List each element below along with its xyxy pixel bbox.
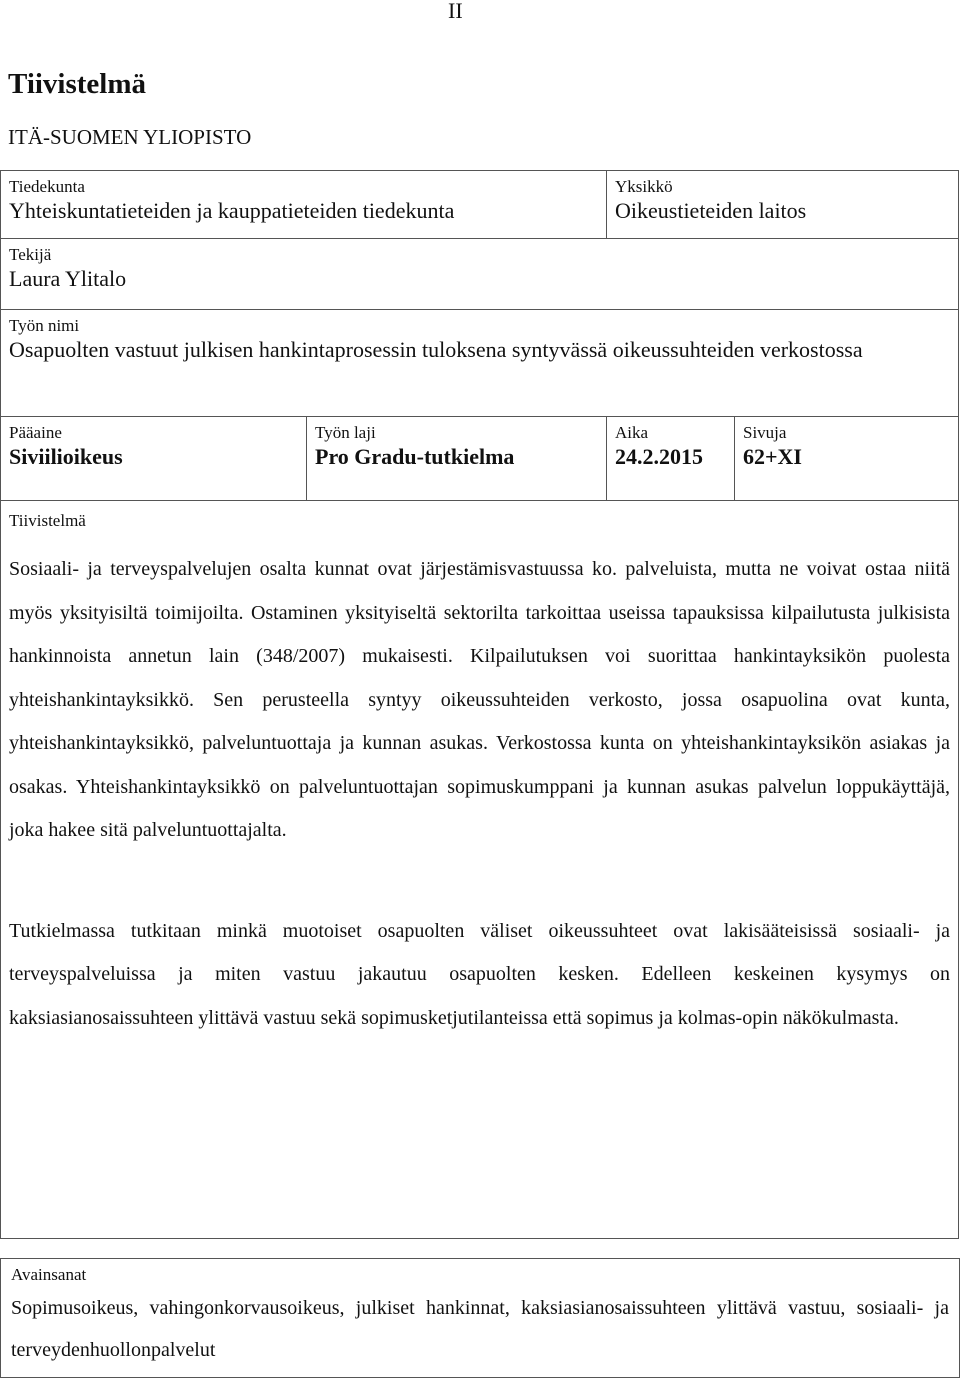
work-name-value: Osapuolten vastuut julkisen hankintaprosessin tuloksena syntyvässä oikeussuhteiden verkostossa [9,337,863,362]
faculty-value: Yhteiskuntatieteiden ja kauppatieteiden tiedekunta [9,198,455,223]
author-value: Laura Ylitalo [9,266,127,291]
author-label: Tekijä [9,245,52,264]
abstract-row [1,501,959,1239]
abstract-paragraph-2: Tutkielmassa tutkitaan minkä muotoiset osapuolten väliset oikeussuhteet ovat lakisääteisissä sosiaali- ja terveyspalveluissa ja miten vastuu jakautuu osapuolten kesken. Edelleen keskeinen kysymys on kaksiasianosaissuhteen ylittävä vastuu sekä sopimusketjutilanteissa että sopimus ja kolmas-opin näkökulmasta. [9,919,951,1029]
faculty-cell [1,171,607,239]
unit-value: Oikeustieteiden laitos [615,198,807,223]
pages-label: Sivuja [743,423,787,442]
major-cell [1,417,307,501]
keywords-box [0,1258,960,1378]
page-number: II [448,0,463,23]
author-cell [1,239,959,310]
work-name-cell [1,310,959,417]
page-title: Tiivistelmä [8,68,147,100]
date-label: Aika [615,423,649,442]
unit-cell [607,171,959,239]
abstract-label: Tiivistelmä [9,511,86,530]
date-value: 24.2.2015 [615,444,703,469]
major-label: Pääaine [9,423,62,442]
pages-cell [735,417,959,501]
pages-value: 62+XI [743,444,802,469]
author-row [1,239,959,310]
details-row [1,417,959,501]
date-cell [607,417,735,501]
thesis-info-table [0,170,959,1239]
work-name-row [1,310,959,417]
university-name: ITÄ-SUOMEN YLIOPISTO [8,125,252,149]
work-name-label: Työn nimi [9,316,80,335]
keywords-text: Sopimusoikeus, vahingonkorvausoikeus, julkiset hankinnat, kaksiasianosaissuhteen ylittävä vastuu, sosiaali- ja terveydenhuollonpalvelut [11,1297,949,1361]
faculty-row [1,171,959,239]
unit-label: Yksikkö [615,177,673,196]
faculty-label: Tiedekunta [9,177,85,196]
abstract-cell [1,501,959,1239]
work-type-cell [307,417,607,501]
work-type-label: Työn laji [315,423,376,442]
keywords-label: Avainsanat [11,1265,87,1284]
abstract-paragraph-1: Sosiaali- ja terveyspalvelujen osalta kunnat ovat järjestämisvastuussa ko. palveluista, mutta ne voivat ostaa niitä myös yksityisiltä toimijoilta. Ostaminen yksityiseltä sektorilta tarkoittaa useissa tapauksissa kilpailutusta julkisista hankinnoista annetun lain (348/2007) mukaisesti. Kilpailutuksen voi suorittaa hankintayksikön puolesta yhteishankintayksikkö. Sen perusteella syntyy oikeussuhteiden verkosto, jossa osapuolina ovat kunta, yhteishankintayksikkö, palveluntuottaja ja kunnan asukas. Verkostossa kunta on yhteishankintayksikön asiakas ja osakas. Yhteishankintayksikkö on palveluntuottajan sopimuskumppani ja kunnan asukas palvelun loppukäyttäjä, joka hakee sitä palveluntuottajalta. [9,558,951,841]
work-type-value: Pro Gradu-tutkielma [315,444,515,469]
major-value: Siviilioikeus [9,444,123,469]
